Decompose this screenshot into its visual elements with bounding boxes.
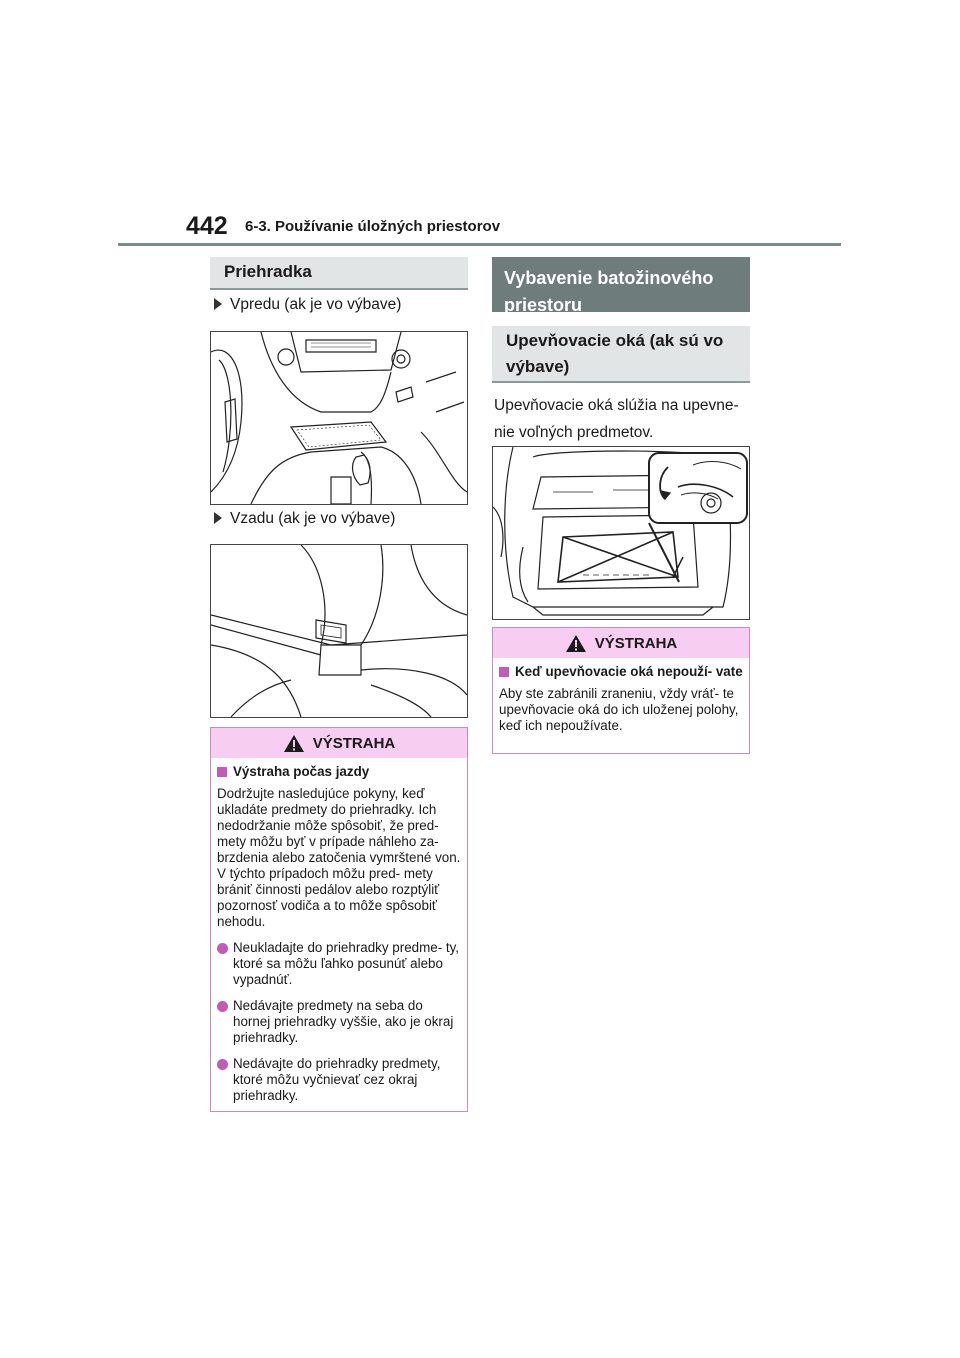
warning-subtitle: Keď upevňovacie oká nepouží- vate [515, 664, 743, 679]
section-title-luggage-equipment: Vybavenie batožinového priestoru [492, 257, 750, 312]
warning-triangle-icon [283, 734, 305, 753]
front-label: Vpredu (ak je vo výbave) [230, 296, 402, 313]
warning-subtitle: Výstraha počas jazdy [233, 764, 370, 779]
chapter-title: 6-3. Používanie úložných priestorov [245, 218, 501, 235]
warning-text: Dodržujte nasledujúce pokyny, keď ukladáte predmety do priehradky. Ich nedodržanie môže spôsobiť, že pred- mety môžu byť v prípade náhleho za- brzdenia alebo zatočenia vymrštené von. V týchto prípadoch môžu pred- mety brániť činnosti pedálov alebo rozptýliť pozornosť vodiča a to môže spôsobiť nehodu. [217, 786, 461, 929]
warning-header [211, 728, 467, 758]
circle-bullet-icon [217, 943, 228, 954]
rear-label-row [214, 510, 395, 528]
subsection-title-tie-down-hooks: Upevňovacie oká (ak sú vo výbave) [492, 326, 750, 383]
warning-item: Nedávajte predmety na seba do hornej priehradky vyššie, ako je okraj priehradky. [217, 998, 461, 1046]
warning-triangle-icon [565, 634, 587, 653]
warning-subtitle-row [217, 764, 461, 780]
rear-compartment-figure [210, 544, 468, 718]
front-label-row [214, 296, 401, 314]
warning-box-left [210, 727, 468, 1112]
warning-item: Neukladajte do priehradky predme- ty, ktoré sa môžu ľahko posunúť alebo vypadnúť. [217, 940, 461, 988]
square-bullet-icon [217, 767, 227, 777]
front-compartment-figure [210, 331, 468, 505]
circle-bullet-icon [217, 1001, 228, 1012]
warning-title: VÝSTRAHA [594, 634, 678, 652]
warning-text: Aby ste zabránili zraneniu, vždy vráť- te upevňovacie oká do ich uloženej polohy, keď ich nepoužívate. [499, 686, 739, 733]
page-number: 442 [186, 212, 228, 240]
warning-subtitle-row [499, 664, 743, 680]
warning-title: VÝSTRAHA [312, 734, 396, 752]
triangle-bullet-icon [214, 512, 222, 524]
rear-label: Vzadu (ak je vo výbave) [230, 510, 396, 527]
header-divider [118, 243, 841, 246]
circle-bullet-icon [217, 1059, 228, 1070]
square-bullet-icon [499, 667, 509, 677]
warning-box-right [492, 627, 750, 754]
section-title-priehradka: Priehradka [210, 257, 468, 290]
warning-header [493, 628, 749, 658]
luggage-hooks-figure [492, 446, 750, 620]
warning-item: Nedávajte do priehradky predmety, ktoré môžu vyčnievať cez okraj priehradky. [217, 1056, 461, 1104]
intro-text: Upevňovacie oká slúžia na upevne- nie voľných predmetov. [494, 397, 739, 441]
triangle-bullet-icon [214, 298, 222, 310]
